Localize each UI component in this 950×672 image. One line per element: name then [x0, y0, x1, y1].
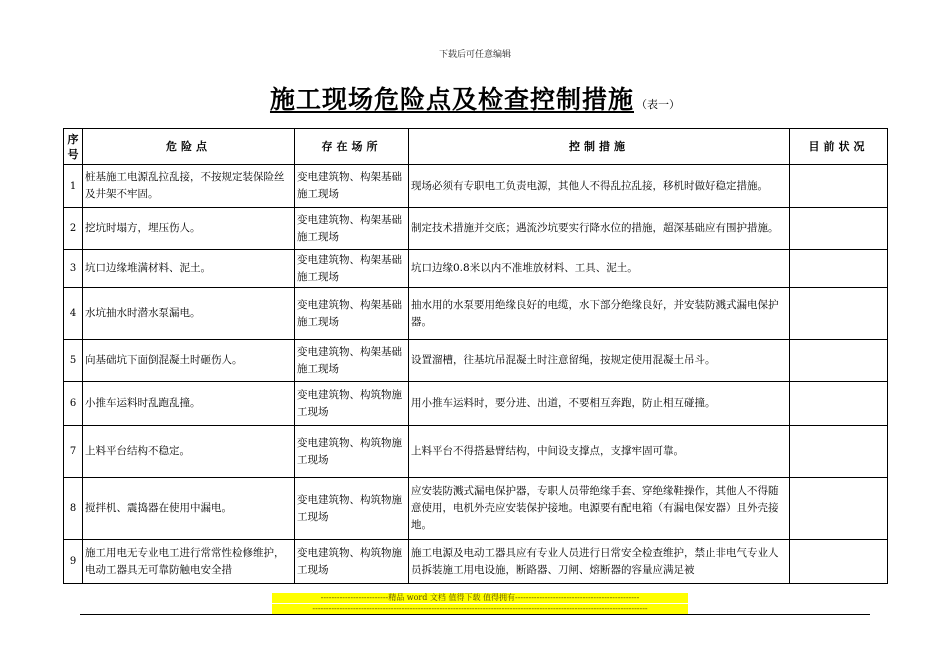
row-status — [790, 165, 888, 208]
row-hazard: 搅拌机、震捣器在使用中漏电。 — [83, 478, 295, 540]
header-note: 下载后可任意编辑 — [438, 50, 511, 60]
row-num: 1 — [64, 165, 83, 208]
row-status — [790, 478, 888, 540]
row-num: 2 — [64, 208, 83, 250]
row-site: 变电建筑物、构筑物施工现场 — [295, 426, 409, 478]
table-row — [64, 288, 888, 340]
document-subtitle: （表一） — [636, 98, 680, 111]
row-measures: 施工电源及电动工器具应有专业人员进行日常安全检查维护，禁止非电气专业人员拆装施工用电设施，断路器、刀闸、熔断器的容量应满足被 — [409, 540, 790, 584]
row-measures: 现场必须有专职电工负责电源，其他人不得乱拉乱接，移机时做好稳定措施。 — [409, 165, 790, 208]
hazard-table — [63, 128, 888, 584]
header-measures: 控制措施 — [409, 129, 790, 165]
table-header-row — [64, 129, 888, 165]
row-num: 5 — [64, 340, 83, 382]
title-block — [0, 80, 950, 116]
row-status — [790, 382, 888, 426]
row-status — [790, 250, 888, 288]
row-site: 变电建筑物、构架基础施工现场 — [295, 340, 409, 382]
table-row — [64, 340, 888, 382]
row-num: 3 — [64, 250, 83, 288]
row-num: 8 — [64, 478, 83, 540]
header-num: 序号 — [64, 129, 83, 165]
header-hazard: 危险点 — [83, 129, 295, 165]
row-status — [790, 208, 888, 250]
row-hazard: 水坑抽水时潜水泵漏电。 — [83, 288, 295, 340]
row-status — [790, 540, 888, 584]
footer-banner-dashes: ---------------------------------------------------------------------------------------------------------------------------- — [272, 604, 688, 614]
row-measures: 坑口边缘0.8米以内不准堆放材料、工具、泥土。 — [409, 250, 790, 288]
row-hazard: 施工用电无专业电工进行常常性检修维护，电动工器具无可靠防触电安全措 — [83, 540, 295, 584]
row-num: 9 — [64, 540, 83, 584]
row-status — [790, 426, 888, 478]
row-measures: 制定技术措施并交底；遇流沙坑要实行降水位的措施，超深基础应有围护措施。 — [409, 208, 790, 250]
row-hazard: 坑口边缘堆满材料、泥土。 — [83, 250, 295, 288]
row-status — [790, 288, 888, 340]
header-status: 目前状况 — [790, 129, 888, 165]
header-site: 存在场所 — [295, 129, 409, 165]
row-measures: 抽水用的水泵要用绝缘良好的电缆，水下部分绝缘良好，并安装防溅式漏电保护器。 — [409, 288, 790, 340]
footer-banner: -------------------------精品 word 文档 值得下载 值得拥有---------------------------------------------- — [272, 593, 688, 603]
row-measures: 设置溜槽，往基坑吊混凝土时注意留绳，按规定使用混凝土吊斗。 — [409, 340, 790, 382]
row-hazard: 向基础坑下面倒混凝土时砸伤人。 — [83, 340, 295, 382]
row-measures: 应安装防溅式漏电保护器，专职人员带绝缘手套、穿绝缘鞋操作，其他人不得随意使用，电机外壳应安装保护接地。电源要有配电箱（有漏电保安器）且外壳接地。 — [409, 478, 790, 540]
table-row — [64, 478, 888, 540]
row-num: 6 — [64, 382, 83, 426]
row-site: 变电建筑物、构筑物施工现场 — [295, 382, 409, 426]
table-row — [64, 250, 888, 288]
table-row — [64, 426, 888, 478]
row-hazard: 桩基施工电源乱拉乱接，不按规定装保险丝及井架不牢固。 — [83, 165, 295, 208]
row-status — [790, 340, 888, 382]
row-hazard: 上料平台结构不稳定。 — [83, 426, 295, 478]
row-site: 变电建筑物、构筑物施工现场 — [295, 478, 409, 540]
row-num: 7 — [64, 426, 83, 478]
document-title: 施工现场危险点及检查控制措施 — [269, 85, 634, 114]
table-row — [64, 165, 888, 208]
row-hazard: 挖坑时塌方，埋压伤人。 — [83, 208, 295, 250]
row-measures: 上料平台不得搭悬臂结构，中间设支撑点，支撑牢固可靠。 — [409, 426, 790, 478]
row-site: 变电建筑物、构架基础施工现场 — [295, 208, 409, 250]
footer-divider — [80, 614, 870, 615]
row-site: 变电建筑物、构架基础施工现场 — [295, 165, 409, 208]
row-num: 4 — [64, 288, 83, 340]
row-site: 变电建筑物、构架基础施工现场 — [295, 288, 409, 340]
row-site: 变电建筑物、构筑物施工现场 — [295, 540, 409, 584]
row-hazard: 小推车运料时乱跑乱撞。 — [83, 382, 295, 426]
table-row — [64, 540, 888, 584]
table-row — [64, 208, 888, 250]
table-row — [64, 382, 888, 426]
row-site: 变电建筑物、构架基础施工现场 — [295, 250, 409, 288]
row-measures: 用小推车运料时，要分进、出道，不要相互奔跑，防止相互碰撞。 — [409, 382, 790, 426]
